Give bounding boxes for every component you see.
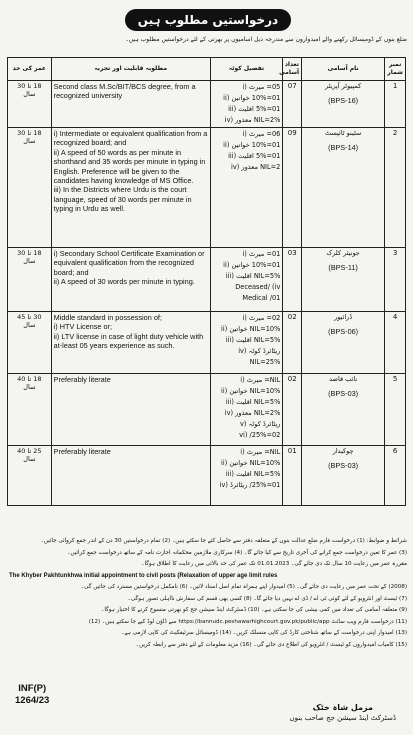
quota-line: NIL=5% اقلیت (iii	[225, 272, 281, 280]
quota-line: NIL=25%	[249, 358, 281, 366]
post-pay-scale: (BPS-03)	[328, 461, 359, 470]
quota-cell	[210, 128, 283, 248]
post-cell	[302, 446, 385, 506]
quota-line: 01=5% اقلیت (iii	[228, 105, 281, 113]
post-pay-scale: (BPS-11)	[328, 263, 358, 272]
post-cell	[302, 128, 385, 248]
signer-title: ڈسٹرکٹ اینڈ سیشن جج صاحب بنوں	[289, 714, 396, 722]
qualification-line: Second class M.Sc/BIT/BCS degree, from a recognized university	[53, 82, 196, 101]
post-cell	[302, 248, 385, 312]
terms-line: The Khyber Pakhtunkhwa initial appointment to civil posts (Relaxation of upper age limit rules	[9, 572, 278, 579]
post-count-cell: 09	[283, 128, 302, 248]
quota-line: NIL=2 معذور (iv	[231, 163, 281, 171]
quota-line: NIL=5% اقلیت (iii	[225, 398, 281, 406]
post-pay-scale: (BPS-06)	[328, 327, 359, 336]
post-count-cell: 02	[283, 312, 302, 374]
post-pay-scale: (BPS-14)	[328, 143, 359, 152]
quota-line: 01=10% خواتین (ii	[223, 94, 281, 102]
serial-number-cell: 5	[385, 374, 406, 446]
applications-wanted-banner: درخواستیں مطلوب ہیں	[125, 9, 291, 31]
serial-number-cell: 1	[385, 81, 406, 128]
post-name: نائب قاصد	[329, 375, 358, 383]
quota-line: NIL=2% معذور (iv	[224, 409, 281, 417]
quota-line: 02=25%/ (vi	[239, 431, 281, 439]
qualification-cell	[51, 128, 210, 248]
quota-line: NIL= میرٹ (i	[240, 376, 281, 384]
table-row	[8, 128, 406, 248]
serial-number-cell: 2	[385, 128, 406, 248]
advertisement-page	[3, 3, 410, 732]
quota-line: Deceased/ (iv	[235, 283, 281, 291]
inf-line-1: INF(P)	[18, 683, 47, 694]
terms-line: (11) درخواست فارم ویب سائٹ https://bannudc.peshawarhighcourt.gov.pk/public/app سے ڈاؤن لوڈ کیے جا سکتے ہیں۔ (12)	[88, 618, 407, 625]
qualification-line: i) Secondary School Certificate Examination or equivalent qualification from the recognized board; and	[53, 249, 205, 277]
terms-line: (2008) کے تحت عمر میں رعایت دی جائے گی۔ (5) امیدوار اپنے ہمراہ تمام اصل اسناد لائیں۔ (6) نامکمل درخواستیں مسترد کی جائیں گی۔	[80, 584, 407, 590]
age-limit-cell: 25 تا 40 سال	[8, 446, 52, 506]
post-count-cell: 01	[283, 446, 302, 506]
post-cell	[302, 374, 385, 446]
age-limit-cell: 18 تا 40 سال	[8, 374, 52, 446]
qualification-line: ii) A speed of 50 words as per minute in shorthand and 35 words per minute in typing in English. Preference will be given to the candidates having knowledge of MS Office.	[53, 147, 206, 186]
qualification-cell	[51, 446, 210, 506]
qualification-cell	[51, 312, 210, 374]
table-header-row	[8, 58, 406, 81]
quota-cell	[210, 446, 283, 506]
serial-number-cell: 6	[385, 446, 406, 506]
terms-line: (7) ٹیسٹ اور انٹرویو کے لئے کوئی ٹی اے / ڈی اے نہیں دیا جائے گا۔ (8) کسی بھی قسم کی سفارش نااہلی تصور ہوگی۔	[127, 595, 407, 602]
age-limit-cell: 30 تا 45 سال	[8, 312, 52, 374]
post-name: جونیئر کلرک	[326, 249, 360, 257]
header-count: تعداد آسامی	[283, 58, 302, 81]
post-cell	[302, 81, 385, 128]
qualification-cell	[51, 248, 210, 312]
qualification-cell	[51, 374, 210, 446]
quota-line: NIL=5% اقلیت (iii	[225, 470, 281, 478]
quota-line: 05= میرٹ (i	[242, 83, 281, 91]
quota-line: 02= میرٹ (i	[242, 314, 281, 322]
quota-line: Medical /01	[242, 294, 281, 302]
post-name: ڈرائیور	[334, 313, 353, 321]
quota-line: NIL=5% اقلیت (iii	[225, 336, 281, 344]
qualification-line: iii) In the Districts where Urdu is the court language, speed of 30 words per minute in typing in Urdu as well.	[53, 185, 192, 214]
quota-line: 01=25%/ ریٹائرڈ (iv	[219, 481, 281, 489]
post-cell	[302, 312, 385, 374]
age-limit-cell: 18 تا 30 سال	[8, 128, 52, 248]
qualification-line: Preferably literate	[53, 447, 111, 456]
header-post: نام آسامی	[302, 58, 385, 81]
post-pay-scale: (BPS-03)	[328, 389, 359, 398]
terms-line: (9) متعلقہ آسامی کی تعداد میں کمی بیشی کی جا سکتی ہے۔ (10) ڈسٹرکٹ اینڈ سیشن جج کو بھرتی منسوخ کرنے کا اختیار ہوگا۔	[101, 607, 407, 613]
quota-line: NIL= میرٹ (i	[240, 448, 281, 456]
quota-line: ریٹائرڈ کوٹہ (iv	[238, 347, 281, 355]
signatory-block	[290, 703, 396, 722]
vacancies-table	[7, 57, 406, 506]
quota-cell	[210, 312, 283, 374]
quota-line: ریٹائرڈ کوٹہ (v	[240, 420, 281, 428]
qualification-line: Middle standard in possession of;	[53, 313, 162, 322]
qualification-line: i) HTV License or;	[53, 322, 113, 332]
quota-cell	[210, 248, 283, 312]
signer-name: مزمل شاہ خٹک	[312, 703, 373, 712]
qualification-cell	[51, 81, 210, 128]
post-count-cell: 07	[283, 81, 302, 128]
terms-line: شرائط و ضوابط: (1) درخواست فارم ضلع عدالت بنوں کے متعلقہ دفتر سے حاصل کئے جا سکتے ہیں۔ (2) تمام درخواستیں 30 دن کے اندر جمع کروائی جائیں۔	[40, 538, 407, 544]
footer	[7, 675, 406, 727]
post-count-cell: 03	[283, 248, 302, 312]
quota-line: 01=5% اقلیت (iii	[228, 152, 281, 160]
post-name: کمپیوٹر آپریٹر	[325, 82, 362, 90]
terms-line: (3) عمر کا تعین درخواست جمع کرانے کی آخری تاریخ سے کیا جائے گا۔ (4) سرکاری ملازمین محکمانہ اجازت نامہ کے ساتھ درخواست جمع کرائیں۔	[67, 549, 407, 556]
table-row	[8, 374, 406, 446]
qualification-line: Preferably literate	[53, 375, 111, 384]
terms-line: مقررہ عمر میں رعایت 10 سال تک دی جائے گی۔ 01.01.2023 تک عمر کی حد بالائی میں رعایت کا اطلاق ہوگا۔	[141, 561, 407, 567]
inf-reference	[15, 683, 49, 707]
intro-text: ضلع بنوں کے ڈومیسائل رکھنے والے امیدواروں سے مندرجہ ذیل آسامیوں پر بھرتی کے لئے درخواستیں مطلوب ہیں۔	[125, 36, 407, 43]
inf-line-2: 1264/23	[15, 695, 50, 706]
post-name: سٹینو ٹائپسٹ	[324, 129, 362, 137]
quota-cell	[210, 374, 283, 446]
post-pay-scale: (BPS-16)	[328, 96, 359, 105]
quota-line: NIL=10% خواتین (ii	[221, 387, 281, 395]
serial-number-cell: 4	[385, 312, 406, 374]
header-sno: نمبر شمار	[385, 58, 406, 81]
terms-and-conditions	[9, 536, 407, 651]
quota-line: NIL=2% معذور (iv	[224, 116, 281, 124]
table-row	[8, 248, 406, 312]
terms-line: (13) امیدوار اپنی درخواست کے ساتھ شناختی کارڈ کی کاپی منسلک کریں۔ (14) ڈومیسائل سرٹیفکیٹ کی کاپی لازمی ہے۔	[121, 630, 407, 636]
table-row	[8, 446, 406, 506]
post-count-cell: 02	[283, 374, 302, 446]
quota-line: NIL=10% خواتین (ii	[221, 459, 281, 467]
age-limit-cell: 18 تا 30 سال	[8, 81, 52, 128]
qualification-line: ii) A speed of 30 words per minute in typing.	[53, 277, 195, 287]
quota-line: NIL=10% خواتین (ii	[221, 325, 281, 333]
post-name: چوکیدار	[332, 447, 354, 455]
quota-cell	[210, 81, 283, 128]
serial-number-cell: 3	[385, 248, 406, 312]
age-limit-cell: 18 تا 30 سال	[8, 248, 52, 312]
quota-line: 01=10% خواتین (ii	[223, 261, 281, 269]
qualification-line: ii) LTV license in case of light duty vehicle with at-least 05 years experience as such.	[53, 331, 204, 351]
header-qualification: مطلوبہ قابلیت اور تجربہ	[51, 58, 210, 81]
table-row	[8, 312, 406, 374]
quota-line: 06= میرٹ (i	[242, 130, 281, 138]
qualification-line: i) Intermediate or equivalent qualification from a recognized board; and	[53, 129, 208, 148]
table-row	[8, 81, 406, 128]
quota-line: 01= میرٹ (i	[242, 250, 281, 258]
header-age: عمر کی حد	[8, 58, 52, 81]
terms-line: (15) کامیاب امیدواروں کو ٹیسٹ / انٹرویو کی اطلاع دی جائے گی۔ (16) مزید معلومات کے لئے دفتر سے رابطہ کریں۔	[135, 641, 407, 648]
quota-line: 01=10% خواتین (ii	[223, 141, 281, 149]
header-quota: تفصیل کوٹہ	[210, 58, 283, 81]
